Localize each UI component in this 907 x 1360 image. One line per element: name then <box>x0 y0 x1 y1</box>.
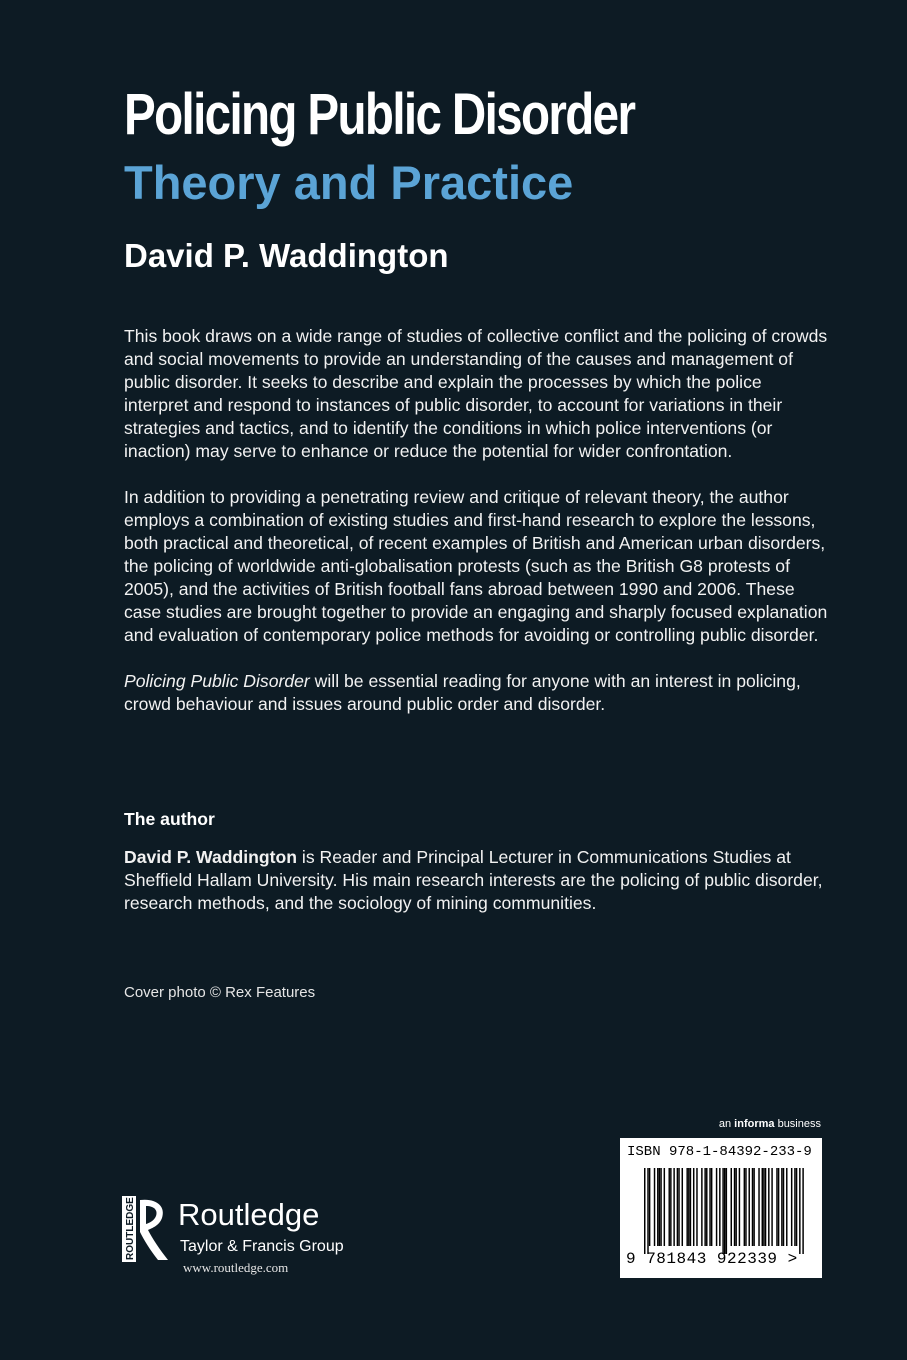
barcode-bar <box>673 1168 674 1246</box>
barcode-bar <box>771 1168 772 1246</box>
book-author: David P. Waddington <box>124 237 449 274</box>
author-bio <box>124 846 829 915</box>
publisher-group: Taylor & Francis Group <box>180 1238 344 1255</box>
barcode-bar <box>744 1168 745 1246</box>
barcode-bar <box>690 1168 691 1246</box>
routledge-logo-vertical-text: ROUTLEDGE <box>125 1197 136 1260</box>
barcode-bar <box>670 1168 671 1246</box>
barcode-bar <box>763 1168 764 1246</box>
barcode-bar <box>726 1168 727 1254</box>
barcode-bar <box>677 1168 678 1246</box>
barcode-bar <box>659 1168 660 1246</box>
description-paragraph-3 <box>124 670 829 716</box>
barcode-bar <box>654 1168 655 1246</box>
author-bio-name: David P. Waddington <box>124 847 298 867</box>
barcode-bar <box>686 1168 687 1246</box>
informa-brand: informa <box>734 1118 775 1130</box>
barcode-digits: 9 781843 922339 > <box>626 1250 798 1268</box>
barcode-bar <box>704 1168 705 1246</box>
barcode-bar <box>799 1168 800 1254</box>
barcode-bar <box>802 1168 803 1254</box>
publisher-url[interactable]: www.routledge.com <box>183 1260 289 1275</box>
barcode-bar <box>765 1168 766 1246</box>
barcode-bar <box>791 1168 792 1246</box>
publisher-name: Routledge <box>178 1197 320 1232</box>
barcode-bars <box>644 1168 804 1254</box>
barcode-bar <box>752 1168 753 1246</box>
informa-prefix: an <box>718 1118 735 1130</box>
informa-business-tag <box>719 1117 821 1131</box>
barcode-bar <box>693 1168 694 1246</box>
barcode-bar <box>719 1168 720 1246</box>
italic-book-title: Policing Public Disorder <box>124 671 310 691</box>
barcode-bar <box>735 1168 736 1246</box>
barcode-bar <box>762 1168 763 1246</box>
informa-suffix: business <box>774 1118 821 1130</box>
barcode-bar <box>709 1168 710 1246</box>
barcode-bar <box>657 1168 658 1246</box>
barcode-bar <box>724 1168 725 1254</box>
barcode-bar <box>739 1168 740 1246</box>
barcode-bar <box>781 1168 782 1246</box>
barcode-bar <box>644 1168 645 1254</box>
barcode-bar <box>706 1168 707 1246</box>
description-paragraph-3-text: will be essential reading for anyone with an interest in policing, crowd behaviour and issues around public order and disorder. <box>124 671 801 714</box>
barcode-bar <box>794 1168 795 1246</box>
description-paragraph-1: This book draws on a wide range of studies of collective conflict and the policing of crowds and social movements to provide an understanding of the causes and management of public disorder. It seeks to describe and explain the processes by which the police interpret and respond to instances of public disorder, to account for variations in their strategies and tactics, and to identify the conditions in which police interventions (or inaction) may serve to enhance or reduce the potential for wider confrontation. <box>124 326 828 461</box>
barcode-bar <box>768 1168 769 1246</box>
barcode-bar <box>734 1168 735 1246</box>
routledge-logo-icon <box>122 1196 170 1262</box>
barcode-bar <box>688 1168 689 1246</box>
barcode-bar <box>783 1168 784 1246</box>
barcode-bar <box>664 1168 665 1246</box>
description-paragraph-2: In addition to providing a penetrating review and critique of relevant theory, the author employs a combination of existing studies and first-hand research to explore the lessons, both practical and theoretical, of recent examples of British and American urban disorders, the policing of worldwide anti-globalisation protests (such as the British G8 protests of 2005), and the activities of British football fans abroad between 1990 and 2006. These case studies are brought together to provide an engaging and sharply focused explanation and evaluation of contemporary police methods for avoiding or controlling public disorder. <box>124 487 828 645</box>
barcode-bar <box>716 1168 717 1246</box>
book-description <box>124 325 829 739</box>
book-subtitle: Theory and Practice <box>124 156 574 209</box>
barcode-bar <box>660 1168 661 1246</box>
barcode-bar <box>701 1168 702 1246</box>
barcode-bar <box>731 1168 732 1246</box>
barcode-bar <box>696 1168 697 1246</box>
barcode-bar <box>745 1168 746 1246</box>
isbn-barcode <box>620 1138 822 1278</box>
barcode-bar <box>647 1168 648 1254</box>
isbn-label: ISBN 978-1-84392-233-9 <box>627 1144 812 1160</box>
author-bio-text: is Reader and Principal Lecturer in Communications Studies at Sheffield Hallam University. His main research interests are the policing of public disorder, research methods, and the sociology of mining communities. <box>124 847 823 913</box>
barcode-bar <box>682 1168 683 1246</box>
about-author-heading: The author <box>124 809 215 829</box>
barcode-bar <box>778 1168 779 1246</box>
book-title: Policing Public Disorder <box>124 82 635 147</box>
cover-photo-credit: Cover photo © Rex Features <box>124 984 316 1001</box>
barcode-bar <box>758 1168 759 1246</box>
barcode-bar <box>668 1168 669 1246</box>
barcode-bar <box>722 1168 723 1254</box>
barcode-bar <box>748 1168 749 1246</box>
barcode-bar <box>753 1168 754 1246</box>
barcode-bar <box>649 1168 650 1246</box>
barcode-bar <box>776 1168 777 1246</box>
barcode-bar <box>786 1168 787 1246</box>
barcode-bar <box>796 1168 797 1246</box>
barcode-bar <box>711 1168 712 1246</box>
barcode-bar <box>678 1168 679 1246</box>
